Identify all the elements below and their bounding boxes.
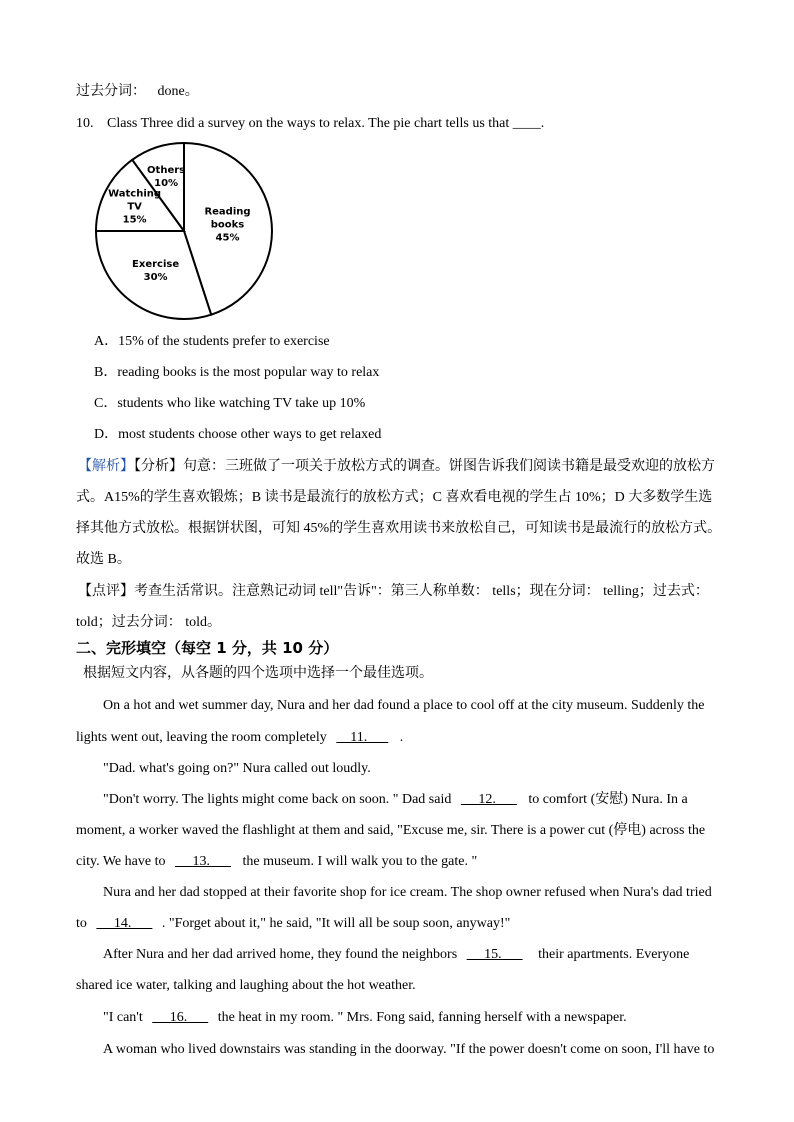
pie-label-reading-books: Reading	[204, 206, 251, 218]
pie-label-watching-tv: 15%	[122, 214, 147, 226]
option-a-text: 15% of the students prefer to exercise	[118, 334, 330, 349]
passage-line-7: Nura and her dad stopped at their favorite shop for ice cream. The shop owner refused when Nura's dad tried	[103, 885, 712, 900]
pie-label-reading-books: 45%	[215, 232, 240, 244]
passage-text: to comfort (安慰) Nura. In a	[528, 792, 688, 807]
analysis-line-2: 式。A15%的学生喜欢锻炼；B 读书是最流行的放松方式；C 喜欢看电视的学生占 10%；D 大多数学生选	[76, 490, 713, 505]
passage-text: lights went out, leaving the room completely	[76, 730, 327, 745]
question-text: Class Three did a survey on the ways to relax. The pie chart tells us that ____.	[107, 116, 545, 131]
blank-15[interactable]: 15.	[466, 947, 523, 962]
review-line-2: told；过去分词： told。	[76, 615, 222, 630]
passage-text: to	[76, 916, 87, 931]
blank-12[interactable]: 12.	[460, 792, 517, 807]
pie-label-exercise: Exercise	[132, 259, 180, 271]
option-d-letter: D．	[94, 427, 119, 442]
option-c-letter: C．	[94, 396, 118, 411]
passage-line-9	[103, 945, 689, 965]
pie-chart	[92, 140, 276, 322]
passage-line-2	[76, 728, 403, 748]
passage-line-10: shared ice water, talking and laughing about the hot weather.	[76, 978, 416, 993]
option-b-letter: B．	[94, 365, 118, 380]
question-number: 10.	[76, 116, 94, 131]
analysis-line-4: 故选 B。	[76, 552, 131, 567]
section-2-instruction: 根据短文内容，从各题的四个选项中选择一个最佳选项。	[83, 666, 433, 681]
pie-label-reading-books: books	[210, 219, 245, 231]
analysis-text-1: 【分析】句意：三班做了一项关于放松方式的调查。饼图告诉我们阅读书籍是最受欢迎的放松方	[134, 459, 715, 474]
pie-label-exercise: 30%	[143, 272, 168, 284]
passage-line-12: A woman who lived downstairs was standing in the doorway. "If the power doesn't come on soon, I'll have to	[103, 1042, 715, 1057]
blank-13[interactable]: 13.	[174, 854, 231, 869]
passage-line-8	[76, 914, 510, 934]
passage-text: . "Forget about it," he said, "It will all be soup soon, anyway!"	[161, 916, 511, 931]
pie-label-watching-tv: TV	[127, 201, 142, 213]
pie-label-watching-tv: Watching	[108, 188, 162, 200]
analysis-line-1	[78, 457, 715, 477]
blank-11[interactable]: 11.	[336, 730, 389, 745]
top-line	[76, 82, 199, 102]
pie-label-others: 10%	[154, 177, 179, 189]
passage-text: the heat in my room. " Mrs. Fong said, fanning herself with a newspaper.	[217, 1010, 627, 1025]
analysis-tag: 【解析】	[78, 459, 134, 474]
passage-line-4	[103, 790, 688, 810]
past-participle-label: 过去分词：	[76, 84, 146, 99]
passage-line-6	[76, 852, 477, 872]
option-b[interactable]	[94, 363, 379, 383]
passage-text: .	[399, 730, 404, 745]
passage-text: After Nura and her dad arrived home, they found the neighbors	[103, 947, 458, 962]
blank-16[interactable]: 16.	[152, 1010, 209, 1025]
passage-line-3: "Dad. what's going on?" Nura called out loudly.	[103, 761, 371, 776]
option-d[interactable]	[94, 425, 381, 445]
passage-line-11	[103, 1008, 627, 1028]
passage-text: "I can't	[103, 1010, 143, 1025]
analysis-line-3: 择其他方式放松。根据饼状图，可知 45%的学生喜欢用读书来放松自己，可知读书是最流行的放松方式。	[76, 521, 722, 536]
passage-line-5: moment, a worker waved the flashlight at them and said, "Excuse me, sir. There is a power cut (停电) across the	[76, 823, 706, 838]
passage-text: "Don't worry. The lights might come back on soon. " Dad said	[103, 792, 452, 807]
pie-label-others: Others	[147, 164, 186, 176]
passage-text: the museum. I will walk you to the gate. "	[242, 854, 478, 869]
passage-line-1: On a hot and wet summer day, Nura and her dad found a place to cool off at the city museum. Suddenly the	[103, 698, 705, 713]
review-line-1: 【点评】考查生活常识。注意熟记动词 tell"告诉"：第三人称单数： tells；现在分词： telling；过去式：	[78, 584, 709, 599]
passage-text: their apartments. Everyone	[538, 947, 690, 962]
option-b-text: reading books is the most popular way to relax	[117, 365, 380, 380]
question-10	[76, 114, 544, 134]
section-2-heading: 二、完形填空（每空 1 分，共 10 分）	[76, 639, 339, 657]
option-a-letter: A．	[94, 334, 119, 349]
option-d-text: most students choose other ways to get relaxed	[118, 427, 382, 442]
option-c-text: students who like watching TV take up 10%	[117, 396, 366, 411]
option-c[interactable]	[94, 394, 365, 414]
option-a[interactable]	[94, 332, 330, 352]
blank-14[interactable]: 14.	[96, 916, 153, 931]
past-participle-value: done。	[157, 84, 199, 99]
passage-text: city. We have to	[76, 854, 166, 869]
